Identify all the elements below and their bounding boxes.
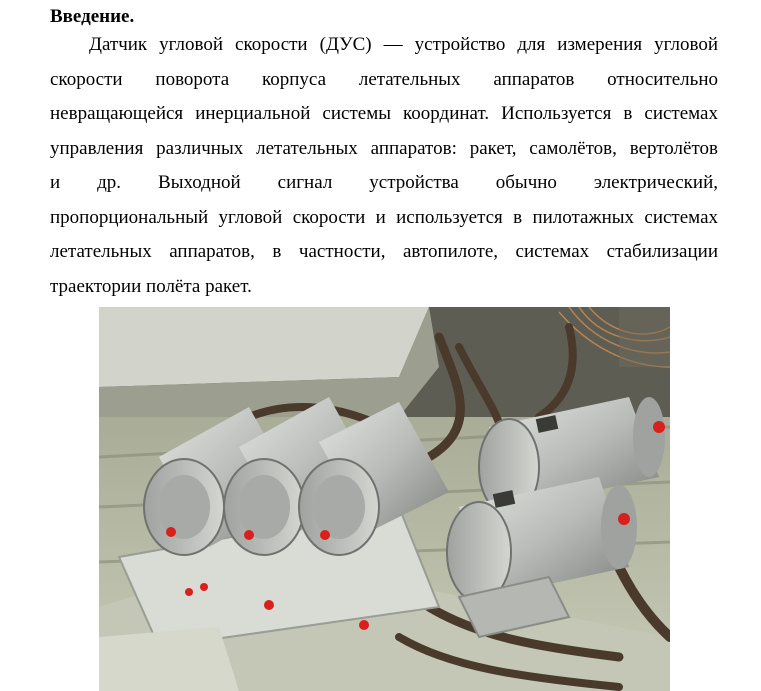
section-heading: Введение. (50, 6, 135, 27)
intro-paragraph (50, 28, 718, 304)
paragraph-line: и др. Выходной сигнал устройства обычно электрический, (50, 172, 718, 193)
paragraph-line: летательных аппаратов, в частности, автопилоте, системах стабилизации (50, 241, 718, 262)
paragraph-line: траектории полёта ракет. (50, 275, 252, 297)
photo-illustration (99, 307, 670, 691)
paragraph-line: Датчик угловой скорости (ДУС) — устройство для измерения угловой (89, 34, 718, 55)
paragraph-line: пропорциональный угловой скорости и используется в пилотажных системах (50, 206, 718, 228)
paragraph-line: невращающейся инерциальной системы координат. Используется в системах (50, 103, 718, 124)
paragraph-line: скорости поворота корпуса летательных аппаратов относительно (50, 68, 718, 90)
paragraph-line: управления различных летательных аппаратов: ракет, самолётов, вертолётов (50, 137, 718, 159)
photo-rate-gyro-sensors (99, 307, 670, 691)
